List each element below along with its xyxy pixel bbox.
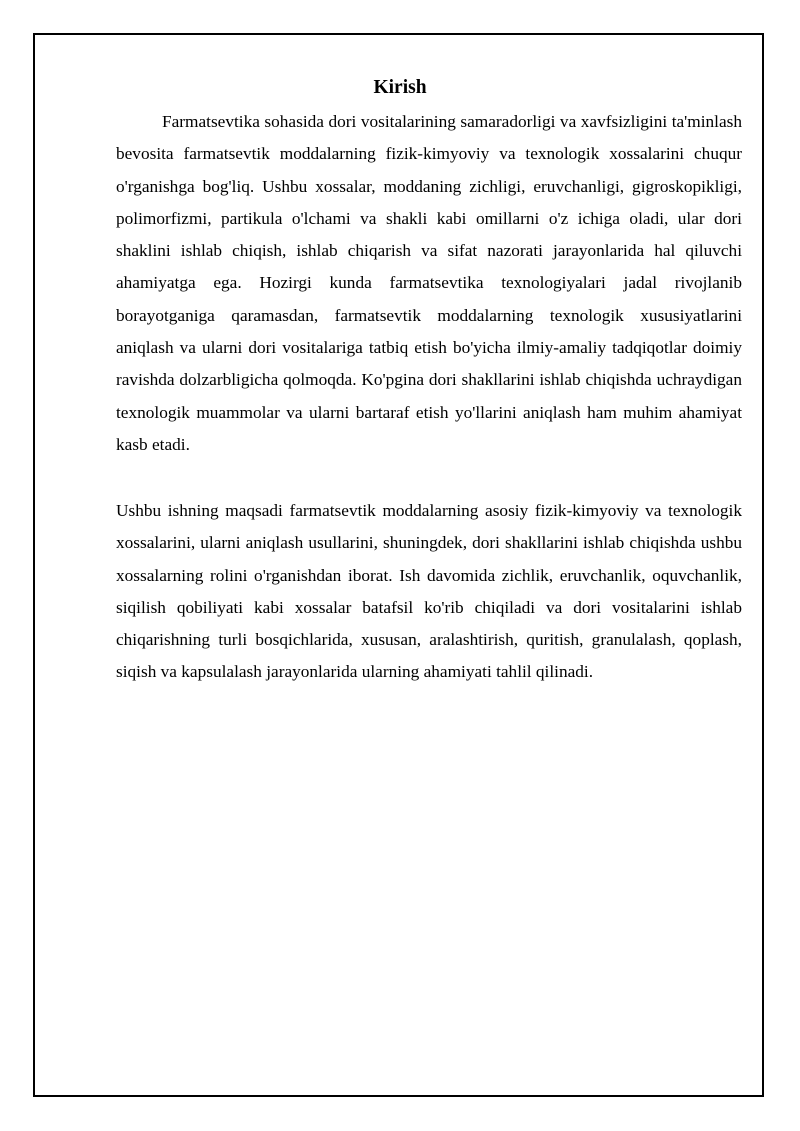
document-title: Kirish (373, 77, 427, 98)
intro-paragraph-1: Farmatsevtika sohasida dori vositalarining samaradorligi va xavfsizligini ta'minlash bevosita farmatsevtik moddalarning fizik-kimyoviy va texnologik xossalarini chuqur o'rganishga bog'liq. Ushbu xossalar, moddaning zichligi, eruvchanligi, gigroskopikligi, polimorfizmi, partikula o'lchami va shakli kabi omillarni o'z ichiga oladi, ular dori shaklini ishlab chiqish, ishlab chiqarish va sifat nazorati jarayonlarida hal qiluvchi ahamiyatga ega. Hozirgi kunda farmatsevtika texnologiyalari jadal rivojlanib borayotganiga qaramasdan, farmatsevtik moddalarning texnologik xususiyatlarini aniqlash va ularni dori vositalariga tatbiq etish bo'yicha ilmiy-amaliy tadqiqotlar doimiy ravishda dolzarbligicha qolmoqda. Ko'pgina dori shakllarini ishlab chiqishda uchraydigan texnologik muammolar va ularni bartaraf etish yo'llarini aniqlash ham muhim ahamiyat kasb etadi. (116, 112, 742, 454)
intro-paragraph-2: Ushbu ishning maqsadi farmatsevtik moddalarning asosiy fizik-kimyoviy va texnologik xossalarini, ularni aniqlash usullarini, shuningdek, dori shakllarini ishlab chiqishda ushbu xossalarning rolini o'rganishdan iborat. Ish davomida zichlik, eruvchanlik, oquvchanlik, siqilish qobiliyati kabi xossalar batafsil ko'rib chiqiladi va dori vositalarini ishlab chiqarishning turli bosqichlarida, xususan, aralashtirish, quritish, granulalash, qoplash, siqish va kapsulalash jarayonlarida ularning ahamiyati tahlil qilinadi. (116, 501, 742, 682)
